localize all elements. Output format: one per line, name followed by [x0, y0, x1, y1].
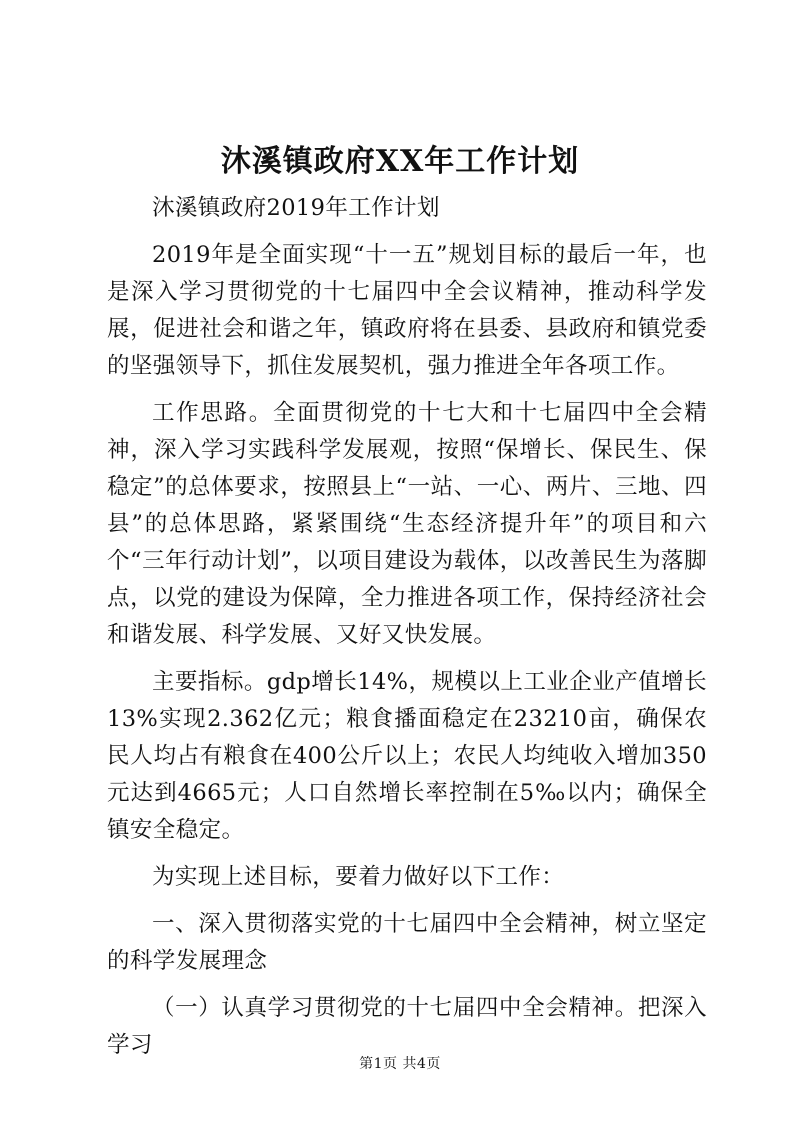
document-body [107, 190, 707, 1064]
subtitle-paragraph: 沐溪镇政府2019年工作计划 [152, 195, 440, 221]
section-one-heading: 一、深入贯彻落实党的十七届四中全会精神，树立坚定的科学发展理念 [107, 911, 707, 974]
page-number-footer: 第1页 共4页 [359, 1056, 441, 1072]
document-title: 沐溪镇政府XX年工作计划 [220, 144, 580, 179]
main-indicators-paragraph: 主要指标。gdp增长14%，规模以上工业企业产值增长13%实现2.362亿元；粮食播面稳定在23210亩，确保农民人均占有粮食在400公斤以上；农民人均纯收入增加350元达到4665元；人口自然增长率控制在5‰以内；确保全镇安全稳定。 [107, 669, 707, 843]
subsection-one-paragraph: （一）认真学习贯彻党的十七届四中全会精神。把深入学习 [107, 995, 707, 1058]
work-approach-paragraph: 工作思路。全面贯彻党的十七大和十七届四中全会精神，深入学习实践科学发展观，按照“保增长、保民生、保稳定”的总体要求，按照县上“一站、一心、两片、三地、四县”的总体思路，紧紧围绕“生态经济提升年”的项目和六个“三年行动计划”，以项目建设为载体，以改善民生为落脚点，以党的建设为保障，全力推进各项工作，保持经济社会和谐发展、科学发展、又好又快发展。 [107, 400, 707, 648]
goal-intro-paragraph: 为实现上述目标，要着力做好以下工作： [152, 864, 565, 890]
intro-paragraph: 2019年是全面实现“十一五”规划目标的最后一年，也是深入学习贯彻党的十七届四中全会议精神，推动科学发展，促进社会和谐之年，镇政府将在县委、县政府和镇党委的坚强领导下，抓住发展契机，强力推进全年各项工作。 [107, 242, 707, 379]
